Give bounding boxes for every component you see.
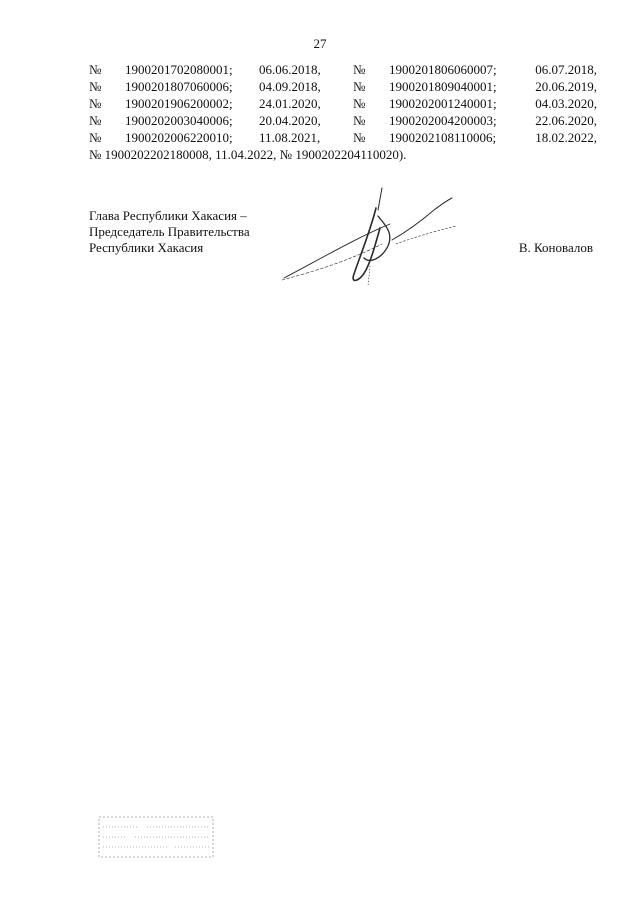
- number-sign: №: [89, 96, 102, 111]
- page-number: 27: [313, 36, 327, 51]
- registry-table: [89, 61, 597, 146]
- registry-date: 04.03.2020,: [535, 96, 597, 111]
- registry-number: 1900201806060007;: [389, 62, 497, 77]
- number-sign: №: [353, 130, 366, 145]
- registry-date: 06.06.2018,: [259, 62, 321, 77]
- registry-number: 1900201807060006;: [125, 79, 233, 94]
- registry-date: 20.04.2020,: [259, 113, 321, 128]
- registry-number: 1900201702080001;: [125, 62, 233, 77]
- number-sign: №: [89, 113, 102, 128]
- table-row: [89, 129, 597, 146]
- number-sign: №: [353, 96, 366, 111]
- number-sign: №: [89, 130, 102, 145]
- registry-number: 1900202004200003;: [389, 113, 497, 128]
- table-row: [89, 78, 597, 95]
- registry-number: 1900202001240001;: [389, 96, 497, 111]
- registry-date: 22.06.2020,: [535, 113, 597, 128]
- registry-date: 06.07.2018,: [535, 62, 597, 77]
- registry-number: 1900201809040001;: [389, 79, 497, 94]
- registry-date: 11.08.2021,: [259, 130, 321, 145]
- registration-stamp: [97, 815, 215, 859]
- registry-date: 04.09.2018,: [259, 79, 321, 94]
- signatory-title-line: Глава Республики Хакасия –: [89, 208, 247, 223]
- registry-last-line: № 1900202202180008, 11.04.2022, № 1900202204110020).: [89, 147, 407, 162]
- registry-date: 20.06.2019,: [535, 79, 597, 94]
- signatory-title-line: Председатель Правительства: [89, 224, 250, 239]
- number-sign: №: [89, 62, 102, 77]
- registry-number: 1900201906200002;: [125, 96, 233, 111]
- registry-date: 18.02.2022,: [535, 130, 597, 145]
- handwritten-signature: [272, 186, 482, 294]
- registry-date: 24.01.2020,: [259, 96, 321, 111]
- signatory-title: [89, 208, 250, 256]
- number-sign: №: [353, 113, 366, 128]
- registry-number: 1900202108110006;: [389, 130, 497, 145]
- registry-number: 1900202006220010;: [125, 130, 233, 145]
- signer-name: В. Коновалов: [518, 240, 593, 255]
- registry-number: 1900202003040006;: [125, 113, 233, 128]
- signatory-title-line: Республики Хакасия: [89, 240, 204, 255]
- number-sign: №: [353, 62, 366, 77]
- table-row: [89, 112, 597, 129]
- number-sign: №: [353, 79, 366, 94]
- table-row: [89, 95, 597, 112]
- number-sign: №: [89, 79, 102, 94]
- table-row: [89, 61, 597, 78]
